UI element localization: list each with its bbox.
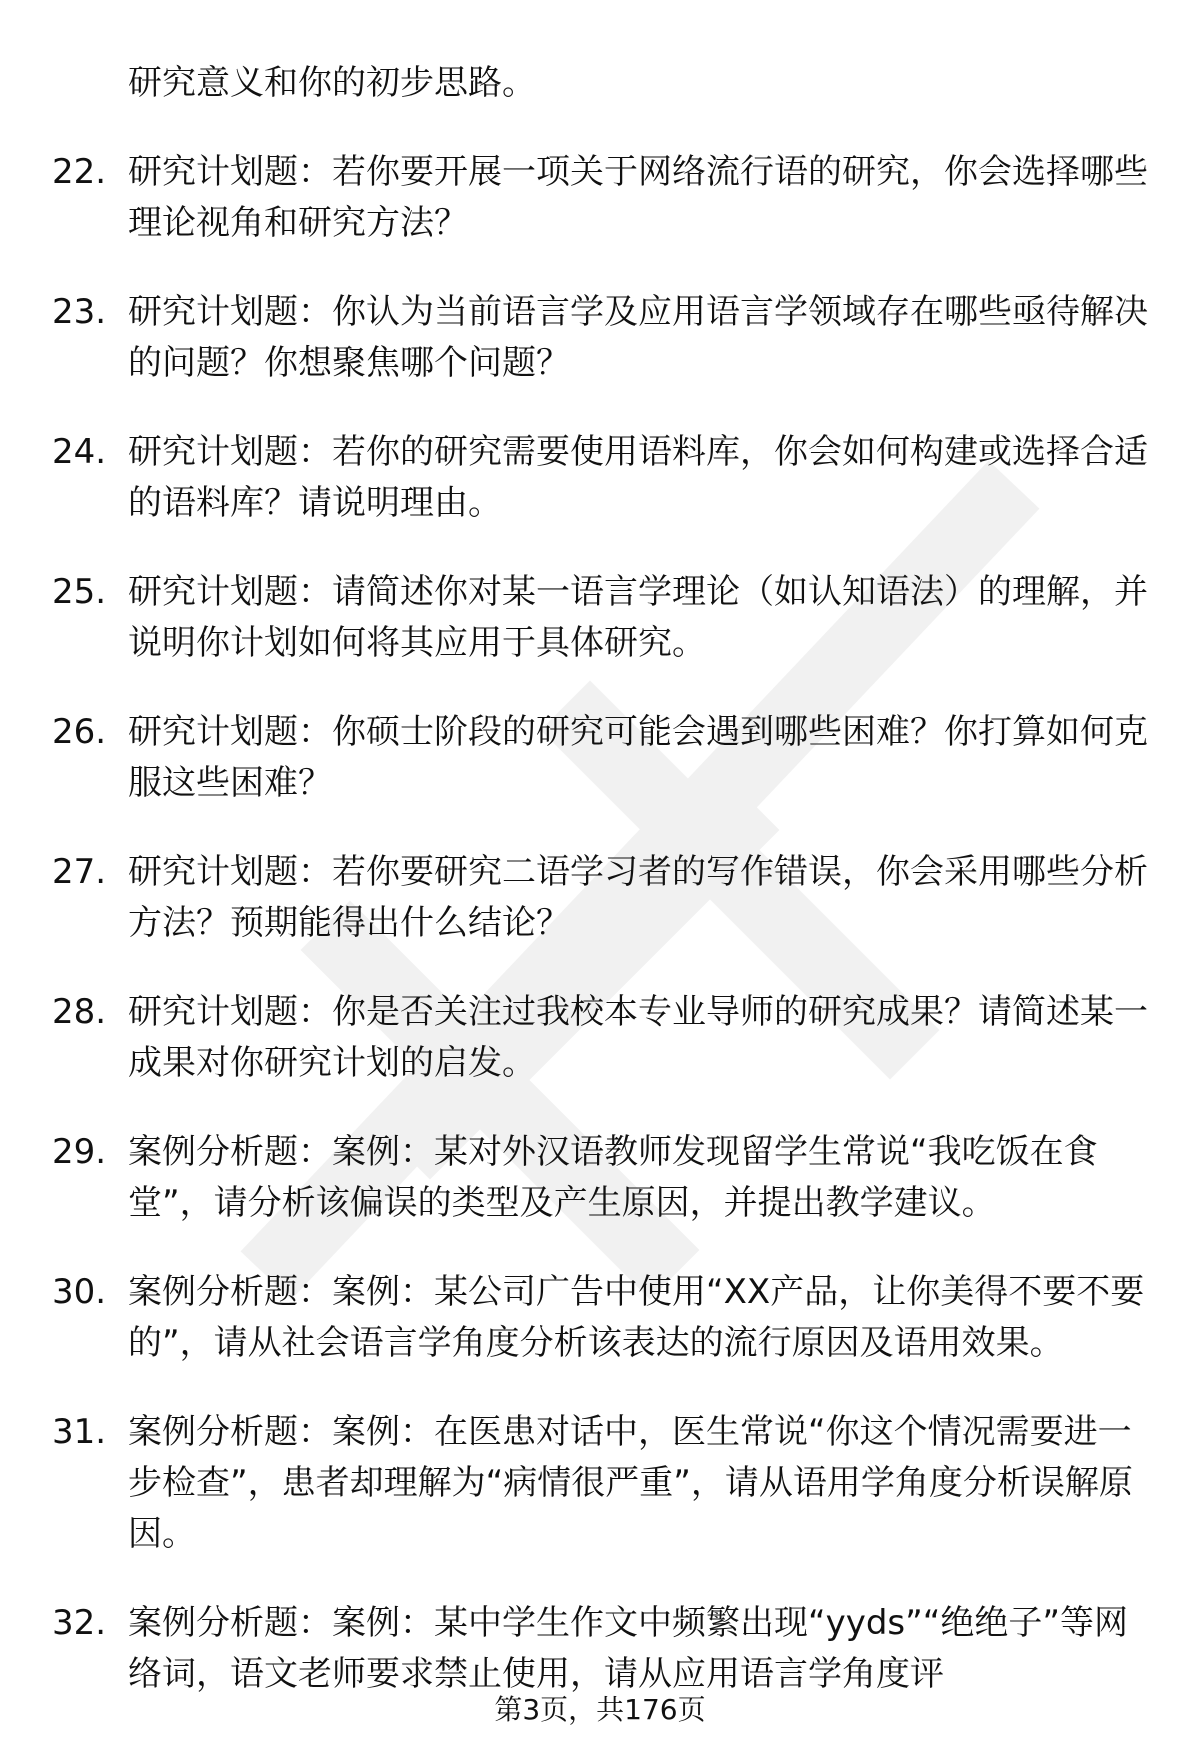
question-number: 30. <box>52 1272 107 1312</box>
question-text: 案例分析题：案例：在医患对话中，医生常说“你这个情况需要进一步检查”，患者却理解为“病情很严重”，请从语用学角度分析误解原因。 <box>128 1412 1133 1554</box>
question-number: 31. <box>52 1412 107 1452</box>
question-number: 22. <box>52 152 107 192</box>
question-item <box>0 707 1200 809</box>
question-number: 26. <box>52 712 107 752</box>
question-item <box>0 847 1200 949</box>
question-text: 研究计划题：你认为当前语言学及应用语言学领域存在哪些亟待解决的问题？你想聚焦哪个问题？ <box>128 292 1148 383</box>
question-item <box>0 567 1200 669</box>
question-text: 案例分析题：案例：某公司广告中使用“XX产品，让你美得不要不要的”，请从社会语言学角度分析该表达的流行原因及语用效果。 <box>128 1272 1145 1363</box>
page-footer: 第3页，共176页 <box>494 1693 706 1726</box>
question-number: 29. <box>52 1132 107 1172</box>
question-item <box>0 1407 1200 1560</box>
question-number: 24. <box>52 432 107 472</box>
question-number: 32. <box>52 1603 107 1643</box>
question-number: 27. <box>52 852 107 892</box>
question-text: 研究计划题：若你要研究二语学习者的写作错误，你会采用哪些分析方法？预期能得出什么结论？ <box>128 852 1148 943</box>
question-text: 案例分析题：案例：某中学生作文中频繁出现“yyds”“绝绝子”等网络词，语文老师要求禁止使用，请从应用语言学角度评 <box>128 1603 1128 1694</box>
question-text: 研究计划题：若你要开展一项关于网络流行语的研究，你会选择哪些理论视角和研究方法？ <box>128 152 1148 243</box>
question-item <box>0 1127 1200 1229</box>
question-item <box>0 987 1200 1089</box>
continued-text: 研究意义和你的初步思路。 <box>128 63 536 103</box>
question-item <box>0 1598 1200 1700</box>
question-number: 23. <box>52 292 107 332</box>
question-item <box>0 427 1200 529</box>
question-text: 研究计划题：若你的研究需要使用语料库，你会如何构建或选择合适的语料库？请说明理由。 <box>128 432 1148 523</box>
question-text: 案例分析题：案例：某对外汉语教师发现留学生常说“我吃饭在食堂”，请分析该偏误的类型及产生原因，并提出教学建议。 <box>128 1132 1098 1223</box>
question-text: 研究计划题：你硕士阶段的研究可能会遇到哪些困难？你打算如何克服这些困难？ <box>128 712 1148 803</box>
question-item <box>0 1267 1200 1369</box>
question-number: 25. <box>52 572 107 612</box>
question-number: 28. <box>52 992 107 1032</box>
question-item <box>0 287 1200 389</box>
question-list <box>0 58 1200 1738</box>
question-item <box>0 147 1200 249</box>
question-text: 研究计划题：请简述你对某一语言学理论（如认知语法）的理解，并说明你计划如何将其应用于具体研究。 <box>128 572 1148 663</box>
question-text: 研究计划题：你是否关注过我校本专业导师的研究成果？请简述某一成果对你研究计划的启发。 <box>128 992 1148 1083</box>
